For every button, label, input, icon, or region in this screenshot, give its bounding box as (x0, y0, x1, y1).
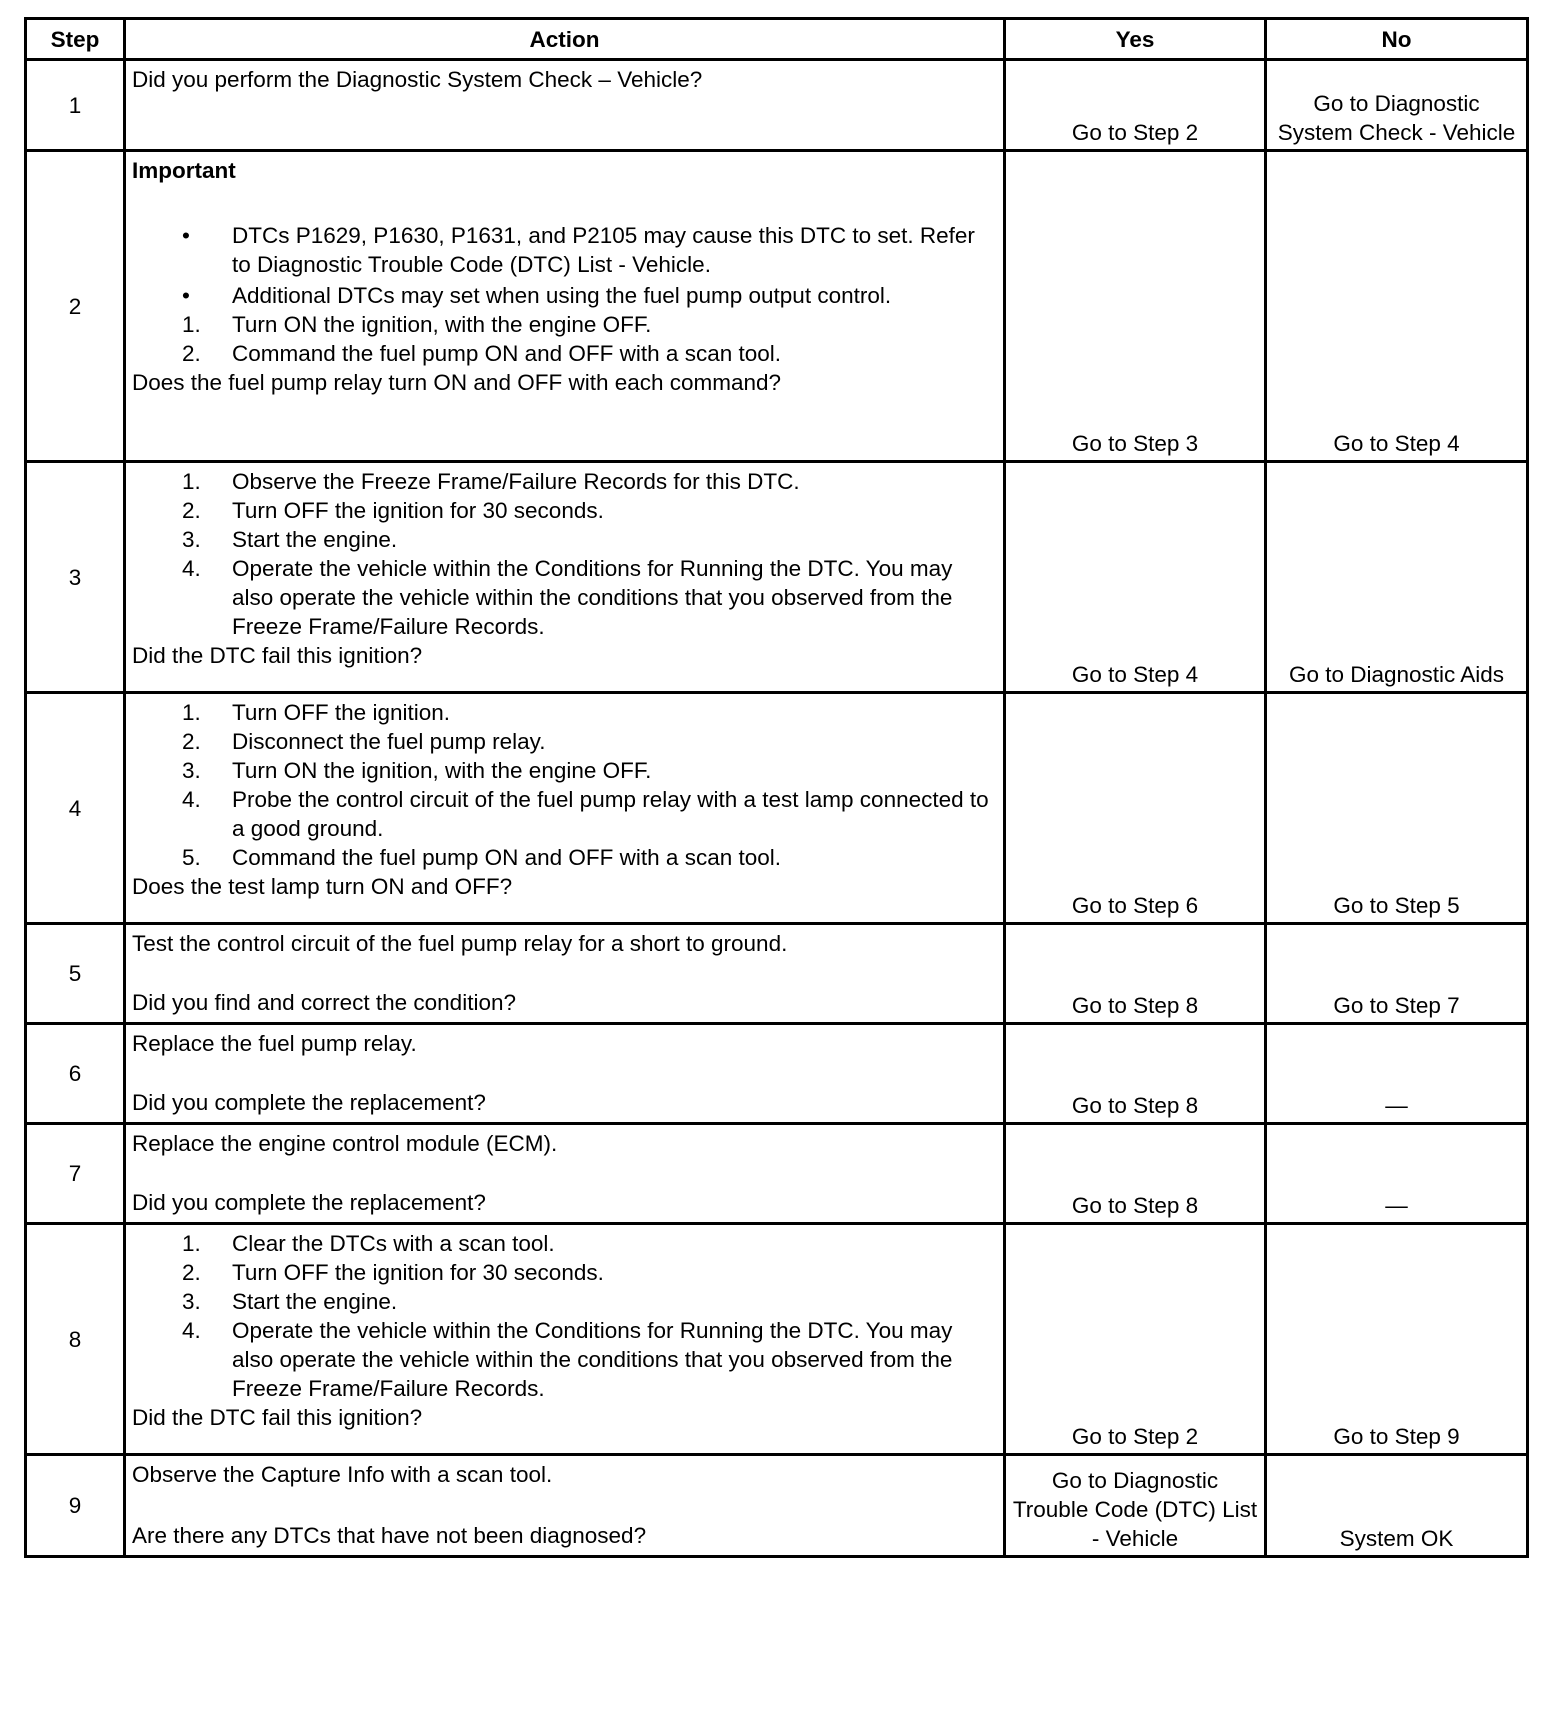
yes-result: Go to Step 2 (1005, 1224, 1266, 1455)
numbered-step: 3. Turn ON the ignition, with the engine OFF. (182, 758, 652, 783)
header-yes: Yes (1005, 19, 1266, 60)
table-row (26, 1224, 1528, 1455)
step-number: 1 (26, 60, 125, 151)
action-cell (125, 151, 1005, 462)
numbered-step: 1. Observe the Freeze Frame/Failure Records for this DTC. (182, 469, 800, 494)
numbered-step: 2. Turn OFF the ignition for 30 seconds. (182, 1260, 604, 1285)
action-text: Replace the fuel pump relay. (132, 1031, 417, 1056)
header-no: No (1266, 19, 1528, 60)
yes-result: Go to Step 8 (1005, 1024, 1266, 1124)
yes-result: Go to Step 3 (1005, 151, 1266, 462)
step-number: 7 (26, 1124, 125, 1224)
numbered-step: 4. Probe the control circuit of the fuel pump relay with a test lamp connected to a good ground. (182, 787, 989, 841)
yes-result: Go to Step 6 (1005, 693, 1266, 924)
numbered-step: 3. Start the engine. (182, 1289, 398, 1314)
action-cell (125, 693, 1005, 924)
no-result: System OK (1266, 1455, 1528, 1557)
numbered-step: 4. Operate the vehicle within the Conditions for Running the DTC. You may also operate the vehicle within the conditions that you observed from the Freeze Frame/Failure Records. (182, 556, 953, 639)
step-number: 9 (26, 1455, 125, 1557)
table-row (26, 462, 1528, 693)
numbered-step: 2. Disconnect the fuel pump relay. (182, 729, 546, 754)
no-result: — (1266, 1024, 1528, 1124)
step-number: 3 (26, 462, 125, 693)
step-number: 6 (26, 1024, 125, 1124)
diagnostic-table (24, 17, 1529, 1558)
no-result: Go to Diagnostic System Check - Vehicle (1266, 60, 1528, 151)
header-row (26, 19, 1528, 60)
table-row (26, 1024, 1528, 1124)
action-question: Does the fuel pump relay turn ON and OFF with each command? (132, 370, 782, 395)
action-text: Test the control circuit of the fuel pump relay for a short to ground. (132, 931, 788, 956)
bullet-item: • Additional DTCs may set when using the fuel pump output control. (132, 281, 993, 310)
yes-result: Go to Diagnostic Trouble Code (DTC) List - Vehicle (1005, 1455, 1266, 1557)
no-result: Go to Step 5 (1266, 693, 1528, 924)
important-label: Important (132, 158, 236, 183)
no-result: — (1266, 1124, 1528, 1224)
yes-result: Go to Step 8 (1005, 924, 1266, 1024)
no-result: Go to Step 4 (1266, 151, 1528, 462)
numbered-step: 1. Turn OFF the ignition. (182, 700, 451, 725)
yes-result: Go to Step 8 (1005, 1124, 1266, 1224)
no-result: Go to Diagnostic Aids (1266, 462, 1528, 693)
action-cell (125, 1224, 1005, 1455)
step-number: 5 (26, 924, 125, 1024)
action-question: Did you find and correct the condition? (132, 990, 516, 1015)
step-number: 2 (26, 151, 125, 462)
step-number: 4 (26, 693, 125, 924)
no-result: Go to Step 7 (1266, 924, 1528, 1024)
table-row (26, 1124, 1528, 1224)
action-cell (125, 60, 1005, 151)
table-row (26, 693, 1528, 924)
action-question: Did the DTC fail this ignition? (132, 1405, 423, 1430)
action-question: Does the test lamp turn ON and OFF? (132, 874, 513, 899)
step-number: 8 (26, 1224, 125, 1455)
numbered-step: 5. Command the fuel pump ON and OFF with a scan tool. (182, 845, 781, 870)
action-text: Did you perform the Diagnostic System Check – Vehicle? (132, 67, 703, 92)
no-result: Go to Step 9 (1266, 1224, 1528, 1455)
numbered-step: 3. Start the engine. (182, 527, 398, 552)
table-row (26, 60, 1528, 151)
yes-result: Go to Step 4 (1005, 462, 1266, 693)
table-row (26, 1455, 1528, 1557)
header-step: Step (26, 19, 125, 60)
action-question: Did you complete the replacement? (132, 1090, 486, 1115)
action-question: Are there any DTCs that have not been diagnosed? (132, 1523, 647, 1548)
numbered-step: 1. Clear the DTCs with a scan tool. (182, 1231, 555, 1256)
numbered-step: 2. Command the fuel pump ON and OFF with a scan tool. (182, 341, 781, 366)
numbered-step: 2. Turn OFF the ignition for 30 seconds. (182, 498, 604, 523)
numbered-step: 1. Turn ON the ignition, with the engine OFF. (182, 312, 652, 337)
table-row (26, 924, 1528, 1024)
action-question: Did you complete the replacement? (132, 1190, 486, 1215)
action-cell (125, 462, 1005, 693)
action-question: Did the DTC fail this ignition? (132, 643, 423, 668)
bullet-item: • DTCs P1629, P1630, P1631, and P2105 may cause this DTC to set. Refer to Diagnostic Trouble Code (DTC) List - Vehicle. (132, 221, 993, 279)
action-text: Replace the engine control module (ECM). (132, 1131, 558, 1156)
action-text: Observe the Capture Info with a scan tool. (132, 1462, 553, 1487)
numbered-step: 4. Operate the vehicle within the Conditions for Running the DTC. You may also operate the vehicle within the conditions that you observed from the Freeze Frame/Failure Records. (182, 1318, 953, 1401)
action-cell (125, 1024, 1005, 1124)
table-row (26, 151, 1528, 462)
action-cell (125, 1455, 1005, 1557)
action-cell (125, 924, 1005, 1024)
yes-result: Go to Step 2 (1005, 60, 1266, 151)
action-cell (125, 1124, 1005, 1224)
header-action: Action (125, 19, 1005, 60)
